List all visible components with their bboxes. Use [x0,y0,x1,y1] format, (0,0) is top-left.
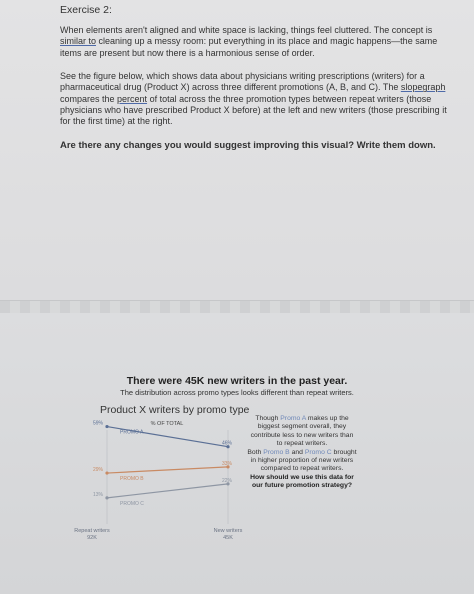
text-span: compares the [60,93,118,104]
text-span: When elements aren't aligned and white space is lacking, things feel cluttered. The concept is [60,25,433,35]
promo-c-highlight: Promo C [304,448,332,456]
text-span: brought in higher proportion of new writers compared to repeat writers. [250,448,357,473]
data-label-right-3: 22% [221,477,232,484]
data-label-left-2: 29% [92,467,103,474]
figure-subhead: The distribution across promo types looks different than repeat writers. [120,388,354,397]
y-axis-label: % OF TOTAL [150,421,184,427]
promo-a-highlight: Promo A [280,415,306,422]
text-span: makes up the biggest segment overall, they contribute less to new writers than to repeat writers. [250,415,354,448]
series-line-2 [107,467,228,473]
chart-title: Product X writers by promo type [100,404,250,416]
exercise-title: Exercise 2: [60,4,112,16]
underlined-phrase: similar to [60,36,97,47]
data-label-right-2: 33% [221,460,232,467]
data-label-left-3: 13% [92,491,103,498]
underlined-term-slopegraph: slopegraph [400,82,446,93]
text-span: Both [247,448,264,456]
figure-headline: There were 45K new writers in the past year. [126,375,348,387]
series-name-2: PROMO B [120,476,144,483]
data-label-right-1: 46% [221,440,232,447]
text-span: Though [255,415,281,422]
text-span: of total across the three promotion types between repeat writers (those physicians who have prescribed Product X before) at the left and new writers (those prescribing it for the first time) at the right. [60,93,447,127]
chart-annotation [247,415,357,491]
series-line-3 [107,484,228,498]
text-span: and [289,448,305,456]
category-count-right: 45K [223,535,233,541]
series-name-3: PROMO C [120,500,144,507]
series-point-left-3 [105,496,108,499]
category-count-left: 92K [87,535,97,541]
series-point-left-1 [105,425,108,428]
data-label-left-1: 59% [92,420,103,427]
category-label-left: Repeat writers [74,528,110,534]
series-point-left-2 [105,471,108,474]
category-label-right: New writers [213,528,243,534]
text-span: cleaning up a messy room: put everything in its place and magic happens—the same items are present but now there is a harmonious sense of order. [60,36,438,58]
promo-b-highlight: Promo B [263,448,290,456]
annotation-question: How should we use this data for our future promotion strategy? [250,473,354,490]
exercise-question: Are there any changes you would suggest improving this visual? Write them down. [60,140,436,151]
text-span: See the figure below, which shows data about physicians writing prescriptions (writers) for a pharmaceutical drug (Product X) across three different promotions (A, B, and C). The [60,71,425,93]
series-name-1: PROMO A [120,429,144,436]
underlined-term-percent: percent [117,93,148,104]
